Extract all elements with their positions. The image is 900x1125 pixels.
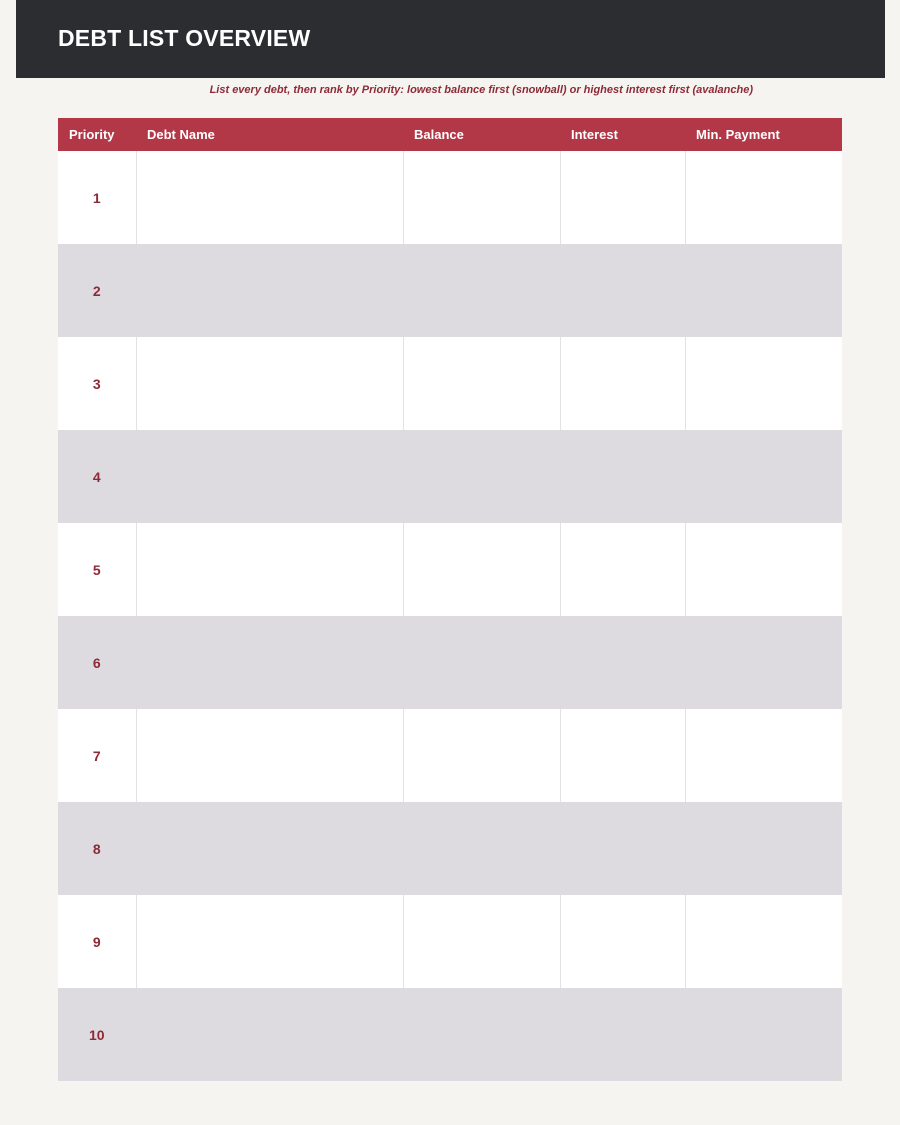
debt-name-cell[interactable] <box>136 430 403 523</box>
min-payment-cell[interactable] <box>685 616 842 709</box>
priority-cell: 9 <box>58 895 136 988</box>
debt-table <box>58 118 842 1081</box>
interest-cell[interactable] <box>560 523 685 616</box>
balance-cell[interactable] <box>403 895 560 988</box>
debt-name-cell[interactable] <box>136 988 403 1081</box>
min-payment-cell[interactable] <box>685 988 842 1081</box>
priority-cell: 6 <box>58 616 136 709</box>
balance-cell[interactable] <box>403 523 560 616</box>
table-row <box>58 523 842 616</box>
priority-cell: 10 <box>58 988 136 1081</box>
min-payment-cell[interactable] <box>685 523 842 616</box>
balance-cell[interactable] <box>403 802 560 895</box>
table-row <box>58 616 842 709</box>
min-payment-cell[interactable] <box>685 244 842 337</box>
column-header-balance: Balance <box>403 118 560 151</box>
min-payment-cell[interactable] <box>685 151 842 244</box>
column-header-debt-name: Debt Name <box>136 118 403 151</box>
debt-name-cell[interactable] <box>136 802 403 895</box>
debt-name-cell[interactable] <box>136 895 403 988</box>
debt-name-cell[interactable] <box>136 151 403 244</box>
priority-cell: 1 <box>58 151 136 244</box>
min-payment-cell[interactable] <box>685 802 842 895</box>
min-payment-cell[interactable] <box>685 895 842 988</box>
priority-cell: 4 <box>58 430 136 523</box>
table-row <box>58 337 842 430</box>
column-header-priority: Priority <box>58 118 136 151</box>
priority-cell: 7 <box>58 709 136 802</box>
interest-cell[interactable] <box>560 988 685 1081</box>
priority-cell: 5 <box>58 523 136 616</box>
debt-name-cell[interactable] <box>136 244 403 337</box>
priority-cell: 3 <box>58 337 136 430</box>
table-row <box>58 895 842 988</box>
column-header-min-payment: Min. Payment <box>685 118 842 151</box>
min-payment-cell[interactable] <box>685 337 842 430</box>
column-header-interest: Interest <box>560 118 685 151</box>
interest-cell[interactable] <box>560 895 685 988</box>
min-payment-cell[interactable] <box>685 709 842 802</box>
debt-name-cell[interactable] <box>136 523 403 616</box>
table-row <box>58 244 842 337</box>
table-row <box>58 151 842 244</box>
table-row <box>58 430 842 523</box>
interest-cell[interactable] <box>560 616 685 709</box>
balance-cell[interactable] <box>403 988 560 1081</box>
balance-cell[interactable] <box>403 616 560 709</box>
table-row <box>58 802 842 895</box>
balance-cell[interactable] <box>403 709 560 802</box>
interest-cell[interactable] <box>560 709 685 802</box>
debt-name-cell[interactable] <box>136 709 403 802</box>
interest-cell[interactable] <box>560 430 685 523</box>
table-row <box>58 988 842 1081</box>
balance-cell[interactable] <box>403 430 560 523</box>
priority-cell: 8 <box>58 802 136 895</box>
table-row <box>58 709 842 802</box>
balance-cell[interactable] <box>403 244 560 337</box>
balance-cell[interactable] <box>403 151 560 244</box>
interest-cell[interactable] <box>560 244 685 337</box>
instructions-subtitle: List every debt, then rank by Priority: lowest balance first (snowball) or highest interest first (avalanche) <box>209 84 753 96</box>
header-bar <box>16 0 885 78</box>
min-payment-cell[interactable] <box>685 430 842 523</box>
page-title: DEBT LIST OVERVIEW <box>58 25 311 51</box>
interest-cell[interactable] <box>560 337 685 430</box>
table-header-row <box>58 118 842 151</box>
priority-cell: 2 <box>58 244 136 337</box>
debt-name-cell[interactable] <box>136 337 403 430</box>
interest-cell[interactable] <box>560 151 685 244</box>
debt-name-cell[interactable] <box>136 616 403 709</box>
interest-cell[interactable] <box>560 802 685 895</box>
balance-cell[interactable] <box>403 337 560 430</box>
